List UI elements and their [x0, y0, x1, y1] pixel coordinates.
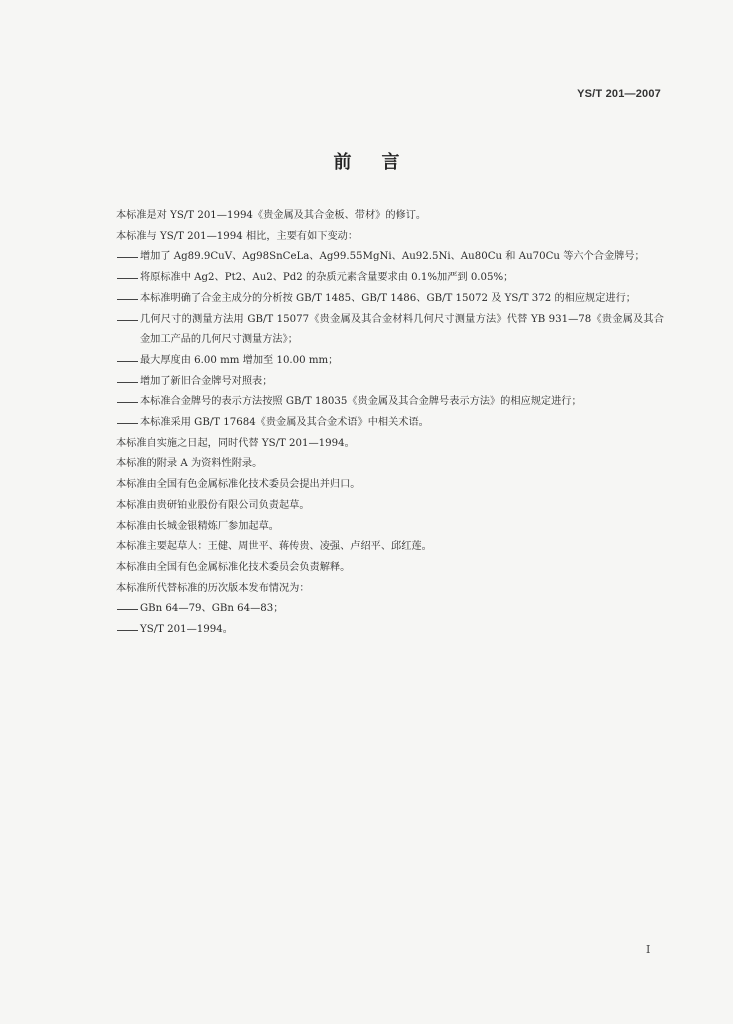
history-item	[116, 599, 664, 620]
foreword-paragraph: 本标准由贵研铂业股份有限公司负责起草。	[116, 499, 310, 511]
history-text: GBn 64—79、GBn 64—83；	[140, 603, 284, 615]
change-text: 几何尺寸的测量方法用 GB/T 15077《贵金属及其合金材料几何尺寸测量方法》代替 YB 931—78《贵金属及其合金加工产品的几何尺寸测量方法》；	[140, 313, 664, 346]
foreword-paragraph: 本标准由全国有色金属标准化技术委员会负责解释。	[116, 561, 351, 573]
change-text: 增加了 Ag89.9CuV、Ag98SnCeLa、Ag99.55MgNi、Au92.5Ni、Au80Cu 和 Au70Cu 等六个合金牌号；	[140, 251, 645, 263]
foreword-paragraph: 本标准所代替标准的历次版本发布情况为：	[116, 582, 310, 594]
foreword-paragraph: 本标准与 YS/T 201—1994 相比，主要有如下变动：	[116, 230, 359, 242]
change-text: 增加了新旧合金牌号对照表；	[140, 375, 273, 387]
change-item	[116, 247, 664, 268]
foreword-paragraph: 本标准的附录 A 为资料性附录。	[116, 458, 263, 470]
foreword-paragraph: 本标准是对 YS/T 201—1994《贵金属及其合金板、带材》的修订。	[116, 210, 427, 221]
change-item	[116, 310, 664, 351]
foreword-body	[116, 206, 664, 641]
change-item	[116, 351, 664, 372]
change-text: 最大厚度由 6.00 mm 增加至 10.00 mm；	[140, 354, 339, 366]
change-text: 本标准采用 GB/T 17684《贵金属及其合金术语》中相关术语。	[140, 417, 429, 429]
change-text: 本标准合金牌号的表示方法按照 GB/T 18035《贵金属及其合金牌号表示方法》的相应规定进行；	[140, 396, 582, 408]
page-title: 前言	[333, 152, 430, 173]
foreword-paragraph: 本标准由长城金银精炼厂参加起草。	[116, 520, 279, 532]
foreword-paragraph: 本标准由全国有色金属标准化技术委员会提出并归口。	[116, 479, 361, 491]
foreword-paragraph: 本标准主要起草人：王健、周世平、蒋传贵、凌强、卢绍平、邱红莲。	[116, 541, 432, 553]
page-number: I	[646, 943, 651, 956]
foreword-paragraph: 本标准自实施之日起，同时代替 YS/T 201—1994。	[116, 437, 355, 449]
change-item	[116, 413, 664, 434]
change-item	[116, 392, 664, 413]
change-item	[116, 289, 664, 310]
standard-code: YS/T 201—2007	[577, 88, 661, 100]
change-text: 将原标准中 Ag2、Pt2、Au2、Pd2 的杂质元素含量要求由 0.1%加严到 0.05%；	[140, 272, 514, 284]
change-item	[116, 268, 664, 289]
change-item	[116, 372, 664, 393]
change-text: 本标准明确了合金主成分的分析按 GB/T 1485、GB/T 1486、GB/T 15072 及 YS/T 372 的相应规定进行；	[140, 292, 636, 304]
history-text: YS/T 201—1994。	[140, 624, 233, 636]
history-item	[116, 620, 664, 641]
